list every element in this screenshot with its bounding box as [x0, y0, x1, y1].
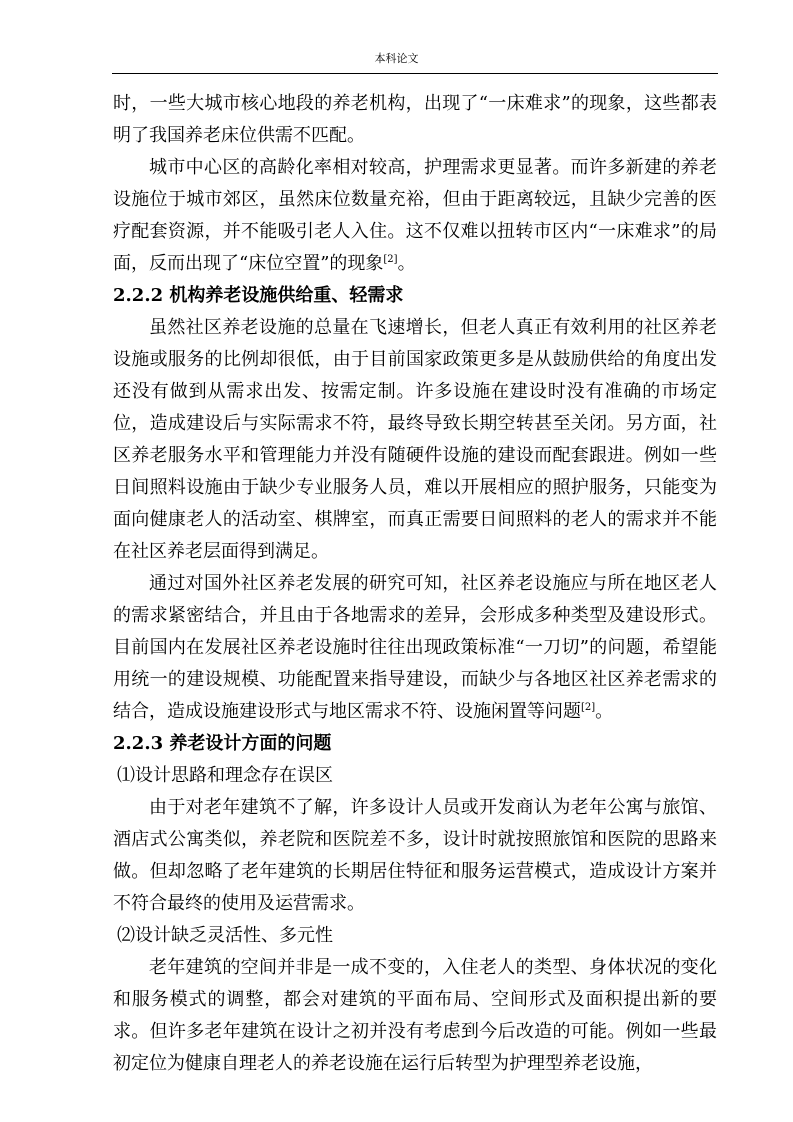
paragraph-6: 老年建筑的空间并非是一成不变的，入住老人的类型、身体状况的变化和服务模式的调整，都会对建筑的平面布局、空间形式及面积提出新的要求。但许多老年建筑在设计之初并没有考虑到今后改造的可能。例如一些最初定位为健康自理老人的养老设施在运行后转型为护理型养老设施， [113, 957, 717, 1074]
header-rule [112, 73, 718, 74]
paragraph-2 [113, 152, 717, 280]
document-body [113, 88, 717, 1080]
page-header: 本科论文 [374, 52, 419, 65]
paragraph-2-text: 城市中心区的高龄化率相对较高，护理需求更显著。而许多新建的养老设施位于城市郊区，虽然床位数量充裕，但由于距离较远，且缺少完善的医疗配套资源，并不能吸引老人入住。这不仅难以扭转市区内“一床难求”的局面，反而出现了“床位空置”的现象 [113, 157, 717, 274]
subheading-1: ⑴设计思路和理念存在误区 [117, 765, 333, 786]
paragraph-5: 由于对老年建筑不了解，许多设计人员或开发商认为老年公寓与旅馆、酒店式公寓类似，养老院和医院差不多，设计时就按照旅馆和医院的思路来做。但却忽略了老年建筑的长期居住特征和服务运营模式，造成设计方案并不符合最终的使用及运营需求。 [113, 797, 717, 914]
paragraph-4-text: 通过对国外社区养老发展的研究可知，社区养老设施应与所在地区老人的需求紧密结合，并且由于各地需求的差异，会形成多种类型及建设形式。目前国内在发展社区养老设施时往往出现政策标准“一刀切”的问题，希望能用统一的建设规模、功能配置来指导建设，而缺少与各地区社区养老需求的结合，造成设施建设形式与地区需求不符、设施闲置等问题 [113, 573, 717, 722]
paragraph-1: 时，一些大城市核心地段的养老机构，出现了“一床难求”的现象，这些都表明了我国养老床位供需不匹配。 [113, 93, 717, 146]
paragraph-4-end: 。 [595, 701, 614, 722]
subheading-2: ⑵设计缺乏灵活性、多元性 [117, 925, 333, 946]
paragraph-3: 虽然社区养老设施的总量在飞速增长，但老人真正有效利用的社区养老设施或服务的比例却很低，由于目前国家政策更多是从鼓励供给的角度出发还没有做到从需求出发、按需定制。许多设施在建设时没有准确的市场定位，造成建设后与实际需求不符，最终导致长期空转甚至关闭。另方面，社区养老服务水平和管理能力并没有随硬件设施的建设而配套跟进。例如一些日间照料设施由于缺少专业服务人员，难以开展相应的照护服务，只能变为面向健康老人的活动室、棋牌室，而真正需要日间照料的老人的需求并不能在社区养老层面得到满足。 [113, 317, 717, 562]
paragraph-4 [113, 568, 717, 728]
section-heading-2-2-2: 2.2.2 机构养老设施供给重、轻需求 [113, 285, 404, 306]
citation-ref: [2] [581, 702, 596, 713]
section-heading-2-2-3: 2.2.3 养老设计方面的问题 [113, 733, 332, 754]
paragraph-2-end: 。 [397, 253, 416, 274]
citation-ref: [2] [383, 254, 398, 265]
